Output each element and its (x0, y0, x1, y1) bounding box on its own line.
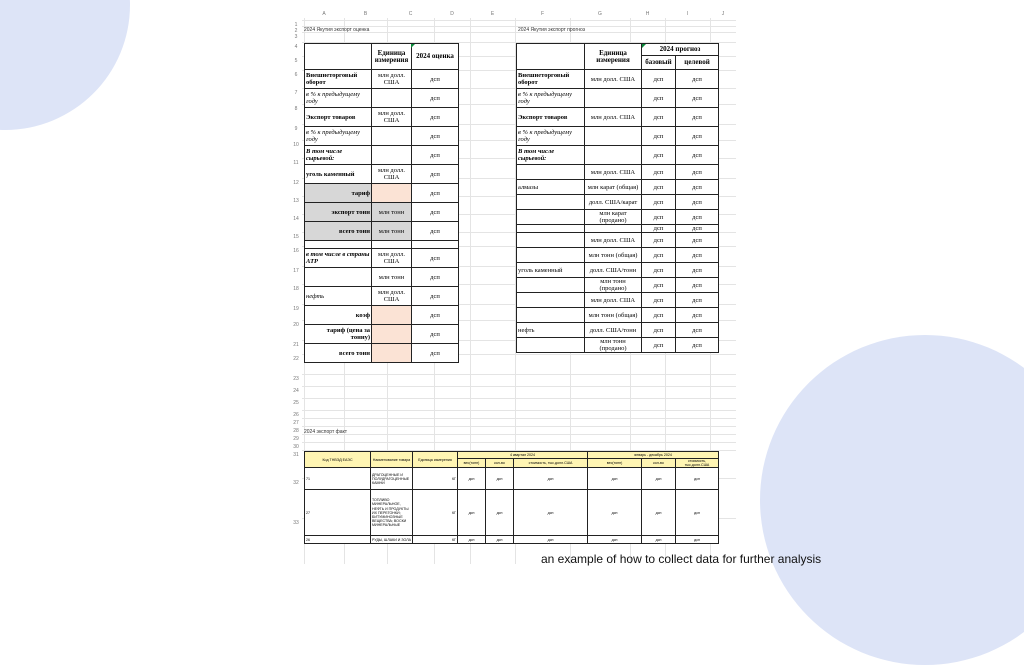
unit-cell (372, 146, 412, 165)
gridline (302, 442, 736, 443)
row-number: 23 (293, 376, 299, 382)
table-row (305, 468, 719, 490)
table-row (517, 210, 719, 225)
column-header: B (363, 11, 368, 17)
base-value-cell: дсп (642, 195, 676, 210)
target-value-cell: дсп (676, 293, 719, 308)
column-header: F (540, 11, 545, 17)
row-number: 31 (293, 452, 299, 458)
target-value-cell: дсп (676, 180, 719, 195)
row-label (517, 248, 585, 263)
period-header: 4 квартал 2024 (458, 452, 588, 459)
row-number: 10 (293, 142, 299, 148)
target-value-cell: дсп (676, 127, 719, 146)
comment-marker (411, 44, 415, 48)
row-label (305, 268, 372, 287)
target-value-cell: дсп (676, 195, 719, 210)
table-row (517, 44, 719, 56)
value-cell: дсп (486, 490, 514, 536)
target-value-cell: дсп (676, 70, 719, 89)
unit-cell: млн тонн (общая) (585, 308, 642, 323)
value-cell: дсп (486, 536, 514, 544)
name-cell: РУДЫ, ШЛАКИ И ЗОЛА (371, 536, 413, 544)
unit-cell: млн долл. США (585, 108, 642, 127)
unit-cell (372, 89, 412, 108)
row-label: коэф (305, 306, 372, 325)
row-label: В том числе сырьевой: (517, 146, 585, 165)
unit-cell: КГ (413, 490, 458, 536)
table-row (517, 127, 719, 146)
code-cell: 26 (305, 536, 371, 544)
code-cell: 27 (305, 490, 371, 536)
unit-cell: млн карат (продано) (585, 210, 642, 225)
value-cell: дсп (676, 536, 719, 544)
row-label: Внешнеторговый оборот (517, 70, 585, 89)
slide-caption: an example of how to collect data for further analysis (541, 552, 822, 566)
row-label: уголь каменный (305, 165, 372, 184)
base-value-cell: дсп (642, 210, 676, 225)
row-label: всего тонн (305, 344, 372, 363)
row-number: 28 (293, 428, 299, 434)
row-number: 12 (293, 180, 299, 186)
table-row (305, 44, 459, 70)
decor-circle-top-left (0, 0, 130, 130)
sub-header: вес(тонн) (588, 459, 642, 468)
unit-header: Единица измерения (585, 44, 642, 70)
table-row (517, 108, 719, 127)
table-row (517, 248, 719, 263)
unit-cell: млн долл. США (372, 108, 412, 127)
sheet-title-estimate: 2024 Якутия экспорт оценка (304, 27, 370, 33)
row-number: 21 (293, 342, 299, 348)
unit-cell: млн тонн (372, 222, 412, 241)
row-label (517, 233, 585, 248)
base-value-cell: дсп (642, 323, 676, 338)
target-value-cell: дсп (676, 225, 719, 233)
gridline (302, 426, 736, 427)
target-value-cell: дсп (676, 146, 719, 165)
unit-cell: млн тонн (продано) (585, 278, 642, 293)
target-value-cell: дсп (676, 278, 719, 293)
value-cell: дсп (412, 127, 459, 146)
unit-header: Единица измерения (372, 44, 412, 70)
row-label (517, 225, 585, 233)
gridline (302, 386, 736, 387)
row-number: 6 (294, 72, 298, 78)
column-header: A (322, 11, 326, 17)
code-cell: 71 (305, 468, 371, 490)
base-value-cell: дсп (642, 165, 676, 180)
value-cell: дсп (486, 468, 514, 490)
row-number: 15 (293, 234, 299, 240)
empty-header-cell (517, 44, 585, 70)
unit-cell (372, 184, 412, 203)
table-row (517, 146, 719, 165)
unit-cell: млн тонн (372, 268, 412, 287)
forecast-table (516, 43, 719, 353)
value-cell: дсп (412, 306, 459, 325)
row-number: 20 (293, 322, 299, 328)
value-cell: дсп (412, 249, 459, 268)
value-cell (412, 241, 459, 249)
row-number: 16 (293, 248, 299, 254)
table-row (517, 225, 719, 233)
unit-header: Единица измерения (413, 452, 458, 468)
comment-marker (642, 44, 646, 48)
value-cell: дсп (412, 70, 459, 89)
name-cell: ТОПЛИВО МИНЕРАЛЬНОЕ, НЕФТЬ И ПРОДУКТЫ ИХ ПЕРЕГОНКИ; БИТУМИНОЗНЫЕ ВЕЩЕСТВА; ВОСКИ МИНЕРАЛЬНЫЕ (371, 490, 413, 536)
value-cell: дсп (412, 184, 459, 203)
value-cell: дсп (642, 468, 676, 490)
value-cell: дсп (676, 468, 719, 490)
row-number: 33 (293, 520, 299, 526)
value-cell: дсп (412, 146, 459, 165)
value-cell: дсп (514, 490, 588, 536)
row-number: 24 (293, 388, 299, 394)
table-row (305, 89, 459, 108)
value-cell: дсп (412, 325, 459, 344)
value-cell: дсп (412, 268, 459, 287)
target-value-cell: дсп (676, 89, 719, 108)
column-header: I (686, 11, 689, 17)
unit-cell: млн долл. США (585, 165, 642, 180)
gridline (302, 410, 736, 411)
table-row (517, 165, 719, 180)
sheet-title-forecast: 2024 Якутия экспорт прогноз (518, 27, 586, 33)
row-label: в % к предыдущему году (517, 127, 585, 146)
unit-cell: млн долл. США (372, 287, 412, 306)
table-row (305, 344, 459, 363)
table-row (517, 195, 719, 210)
row-label: Экспорт товаров (517, 108, 585, 127)
base-value-cell: дсп (642, 248, 676, 263)
value-cell: дсп (676, 490, 719, 536)
unit-cell (372, 344, 412, 363)
unit-cell: млн долл. США (585, 70, 642, 89)
row-label: тариф (цена за тонну) (305, 325, 372, 344)
value-cell: дсп (412, 344, 459, 363)
base-value-cell: дсп (642, 146, 676, 165)
row-label: уголь каменный (517, 263, 585, 278)
target-value-cell: дсп (676, 338, 719, 353)
value-cell: дсп (412, 89, 459, 108)
target-value-cell: дсп (676, 210, 719, 225)
column-header: E (490, 11, 495, 17)
table-row (517, 338, 719, 353)
table-row (305, 249, 459, 268)
row-number: 2 (294, 28, 298, 34)
period-header: январь - декабрь 2024 (588, 452, 719, 459)
row-label: экспорт тонн (305, 203, 372, 222)
unit-cell (585, 127, 642, 146)
row-number: 11 (293, 160, 299, 166)
unit-cell (585, 146, 642, 165)
row-number: 14 (293, 216, 299, 222)
value-cell: дсп (588, 490, 642, 536)
target-value-cell: дсп (676, 233, 719, 248)
unit-cell (372, 325, 412, 344)
row-number: 19 (293, 306, 299, 312)
name-header: Наименование товара (371, 452, 413, 468)
row-number: 18 (293, 286, 299, 292)
value-cell: дсп (588, 536, 642, 544)
gridline (302, 374, 736, 375)
name-cell: ДРАГОЦЕННЫЕ И ПОЛУДРАГОЦЕННЫЕ КАМНИ (371, 468, 413, 490)
row-number: 8 (294, 106, 298, 112)
row-number: 7 (294, 90, 298, 96)
base-value-cell: дсп (642, 308, 676, 323)
row-number: 26 (293, 412, 299, 418)
unit-cell: КГ (413, 536, 458, 544)
table-row (305, 490, 719, 536)
row-label (517, 338, 585, 353)
table-row (305, 165, 459, 184)
value-cell: дсп (588, 468, 642, 490)
unit-cell (585, 225, 642, 233)
column-header: J (721, 11, 725, 17)
unit-cell (372, 306, 412, 325)
row-number: 17 (293, 268, 299, 274)
unit-cell: млн тонн (372, 203, 412, 222)
table-row (517, 89, 719, 108)
sheet-title-fact: 2024 экспорт факт (304, 429, 348, 435)
row-number: 13 (293, 198, 299, 204)
target-value-cell: дсп (676, 308, 719, 323)
row-label (305, 241, 372, 249)
row-label: тариф (305, 184, 372, 203)
base-value-cell: дсп (642, 180, 676, 195)
table-row (305, 536, 719, 544)
row-number: 30 (293, 444, 299, 450)
unit-cell: долл. США/тонн (585, 263, 642, 278)
table-row (305, 108, 459, 127)
unit-cell: млн долл. США (585, 233, 642, 248)
base-value-cell: дсп (642, 293, 676, 308)
row-label: Экспорт товаров (305, 108, 372, 127)
table-row (305, 203, 459, 222)
value-cell: дсп (458, 490, 486, 536)
table-row (305, 184, 459, 203)
forecast-header: 2024 прогноз (642, 44, 719, 56)
sub-header: кол-во (486, 459, 514, 468)
unit-cell: млн долл. США (585, 293, 642, 308)
base-value-cell: дсп (642, 70, 676, 89)
table-row (517, 278, 719, 293)
sub-header: кол-во (642, 459, 676, 468)
sub-header: стоимость, тыс.долл.США (676, 459, 719, 468)
table-row (305, 325, 459, 344)
row-label: нефть (517, 323, 585, 338)
row-label: В том числе сырьевой: (305, 146, 372, 165)
value-cell: дсп (412, 165, 459, 184)
gridline (302, 418, 736, 419)
row-label: всего тонн (305, 222, 372, 241)
table-row (305, 241, 459, 249)
row-label (517, 293, 585, 308)
table-row (305, 452, 719, 459)
row-label (517, 210, 585, 225)
unit-cell (585, 89, 642, 108)
row-number: 3 (294, 34, 298, 40)
base-value-cell: дсп (642, 225, 676, 233)
estimate-header: 2024 оценка (412, 44, 459, 70)
value-cell: дсп (458, 468, 486, 490)
base-value-cell: дсп (642, 338, 676, 353)
table-row (305, 127, 459, 146)
table-row (305, 268, 459, 287)
table-row (305, 146, 459, 165)
code-header: Код ТНВЭД ЕАЭС (305, 452, 371, 468)
column-header: H (645, 11, 650, 17)
row-number: 27 (293, 420, 299, 426)
gridline (302, 398, 736, 399)
row-label (517, 195, 585, 210)
base-value-cell: дсп (642, 89, 676, 108)
value-cell: дсп (642, 536, 676, 544)
unit-cell: млн карат (общая) (585, 180, 642, 195)
sub-header: стоимость, тыс.долл.США (514, 459, 588, 468)
table-row (517, 293, 719, 308)
target-value-cell: дсп (676, 263, 719, 278)
table-row (305, 287, 459, 306)
target-value-cell: дсп (676, 108, 719, 127)
unit-cell (372, 241, 412, 249)
unit-cell: млн долл. США (372, 165, 412, 184)
gridline (302, 20, 736, 21)
unit-cell: млн тонн (общая) (585, 248, 642, 263)
base-value-cell: дсп (642, 108, 676, 127)
row-number: 5 (294, 58, 298, 64)
row-number: 25 (293, 400, 299, 406)
row-number: 22 (293, 356, 299, 362)
table-row (517, 308, 719, 323)
unit-cell: долл. США/карат (585, 195, 642, 210)
row-label (517, 308, 585, 323)
column-header: D (450, 11, 454, 17)
unit-cell: долл. США/тонн (585, 323, 642, 338)
sub-header: вес(тонн) (458, 459, 486, 468)
row-number: 29 (293, 436, 299, 442)
row-number: 9 (294, 126, 298, 132)
unit-cell: млн долл. США (372, 70, 412, 89)
table-row (305, 306, 459, 325)
base-value-cell: дсп (642, 278, 676, 293)
table-row (517, 180, 719, 195)
table-row (305, 70, 459, 89)
row-number: 4 (294, 44, 298, 50)
value-cell: дсп (412, 203, 459, 222)
row-label (517, 165, 585, 180)
table-row (517, 323, 719, 338)
target-header: целевой (676, 56, 719, 70)
fact-table (304, 451, 719, 544)
base-value-cell: дсп (642, 263, 676, 278)
base-value-cell: дсп (642, 233, 676, 248)
target-value-cell: дсп (676, 323, 719, 338)
column-header: C (408, 11, 413, 17)
table-row (517, 233, 719, 248)
empty-header-cell (305, 44, 372, 70)
spreadsheet-image (290, 10, 736, 565)
value-cell: дсп (412, 222, 459, 241)
value-cell: дсп (412, 108, 459, 127)
target-value-cell: дсп (676, 248, 719, 263)
row-label: алмазы (517, 180, 585, 195)
value-cell: дсп (514, 536, 588, 544)
estimate-table (304, 43, 459, 363)
gridline (302, 434, 736, 435)
target-value-cell: дсп (676, 165, 719, 180)
unit-cell: млн тонн (продано) (585, 338, 642, 353)
row-label: в % к предыдущему году (517, 89, 585, 108)
column-header: G (598, 11, 602, 17)
row-label: нефть (305, 287, 372, 306)
unit-cell: млн долл. США (372, 249, 412, 268)
value-cell: дсп (458, 536, 486, 544)
table-row (305, 222, 459, 241)
unit-cell: КГ (413, 468, 458, 490)
unit-cell (372, 127, 412, 146)
row-label: в том числе в страны АТР (305, 249, 372, 268)
table-row (517, 70, 719, 89)
base-value-cell: дсп (642, 127, 676, 146)
row-label: в % к предыдущему году (305, 127, 372, 146)
row-number: 1 (294, 22, 298, 28)
row-label: Внешнеторговый оборот (305, 70, 372, 89)
value-cell: дсп (412, 287, 459, 306)
value-cell: дсп (642, 490, 676, 536)
row-number: 32 (293, 480, 299, 486)
value-cell: дсп (514, 468, 588, 490)
decor-circle-bottom-right (760, 335, 1024, 665)
row-label (517, 278, 585, 293)
table-row (517, 263, 719, 278)
base-header: базовый (642, 56, 676, 70)
row-label: в % к предыдущему году (305, 89, 372, 108)
